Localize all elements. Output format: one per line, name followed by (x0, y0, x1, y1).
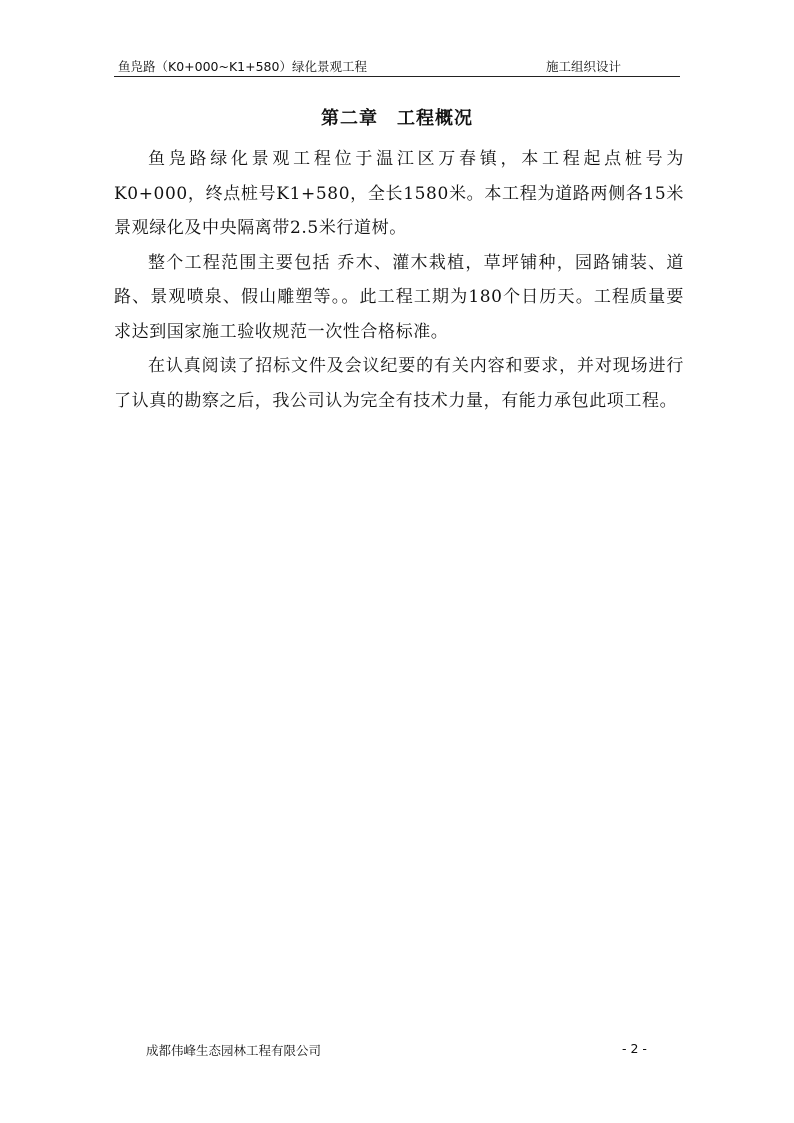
header-document-type: 施工组织设计 (546, 59, 622, 74)
page-header (0, 0, 794, 80)
paragraph-location: 鱼凫路绿化景观工程位于温江区万春镇，本工程起点桩号为K0+000，终点桩号K1+580，全长1580米。本工程为道路两侧各15米景观绿化及中央隔离带2.5米行道树。 (114, 149, 684, 238)
footer-page-number: - 2 - (622, 1041, 647, 1056)
body-content (114, 142, 684, 418)
chapter-title: 第二章 工程概况 (321, 108, 473, 129)
paragraph-scope: 整个工程范围主要包括 乔木、灌木栽植，草坪铺种，园路铺装、道路、景观喷泉、假山雕塑等。。此工程工期为180个日历天。工程质量要求达到国家施工验收规范一次性合格标准。 (114, 252, 684, 342)
paragraph-capability: 在认真阅读了招标文件及会议纪要的有关内容和要求，并对现场进行了认真的勘察之后，我公司认为完全有技术力量，有能力承包此项工程。 (114, 356, 684, 411)
header-divider (114, 76, 680, 77)
footer-company-name: 成都伟峰生态园林工程有限公司 (146, 1043, 322, 1058)
header-project-name: 鱼凫路（K0+000~K1+580）绿化景观工程 (118, 59, 367, 74)
